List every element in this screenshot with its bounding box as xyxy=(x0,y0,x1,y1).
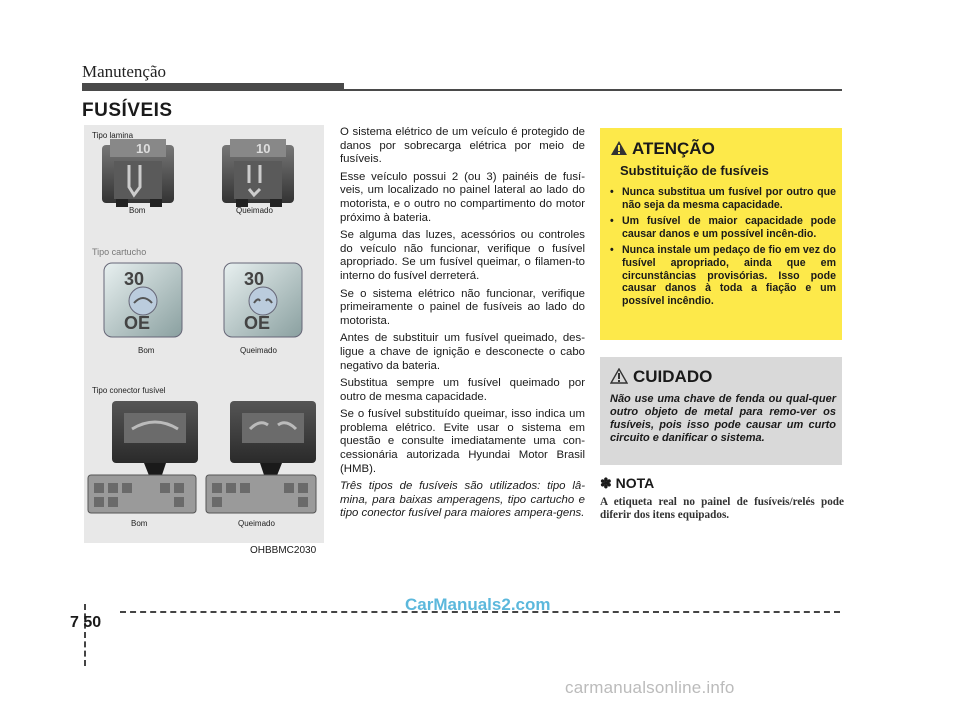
watermark-text: carmanualsonline.info xyxy=(565,678,735,697)
label-cartridge-burnt: Queimado xyxy=(240,346,277,355)
label-cartridge-good: Bom xyxy=(138,346,155,355)
connector-fuse-burnt xyxy=(206,401,316,513)
cartridge-fuse-burnt xyxy=(224,263,302,337)
blade-fuse-good xyxy=(102,139,174,207)
warning-item xyxy=(610,186,836,211)
warning-list xyxy=(610,186,836,311)
note-title: ✽ NOTA xyxy=(600,475,655,491)
note-text: A etiqueta real no painel de fusíveis/relés pode diferir dos itens equipados. xyxy=(600,496,844,521)
warning-title: ATENÇÃO xyxy=(632,139,715,158)
page-heading: FUSÍVEIS xyxy=(82,100,173,121)
caution-text: Não use uma chave de fenda ou qual-quer outro objeto de metal para remo-ver os fusíveis, pois isso pode causar um curto circuito e danificar o sistema. xyxy=(610,393,836,444)
label-connector-burnt: Queimado xyxy=(238,519,275,528)
warning-icon xyxy=(610,140,628,156)
section-title: Manutenção xyxy=(82,62,167,81)
caution-icon xyxy=(610,368,628,384)
warning-item-text: Nunca instale um pedaço de fio em vez do fusível apropriado, ainda que em circunstâncias provisórias. Isso pode causar danos à toda a fiação e um possível incêndio. xyxy=(622,244,836,307)
caution-title: CUIDADO xyxy=(633,367,713,386)
svg-text:OE: OE xyxy=(124,313,151,333)
cartridge-fuse-number: 30 xyxy=(124,269,145,289)
fuse-figure xyxy=(84,125,324,543)
body-paragraph: Antes de substituir um fusível queimado, des-ligue a chave de ignição e desconecte o cabo negativo da bateria. xyxy=(340,332,585,372)
bullet: • xyxy=(610,186,614,198)
cartridge-fuse-number: 30 xyxy=(244,269,265,289)
svg-text:OE: OE xyxy=(244,313,271,333)
header-rule-thick xyxy=(82,83,344,91)
body-paragraph-italic: Três tipos de fusíveis são utilizados: tipo lâ-mina, para baixas amperagens, tipo cartucho e tipo conector fusível para maiores ampera-gens. xyxy=(340,480,585,520)
bullet: • xyxy=(610,244,614,257)
label-connector-good: Bom xyxy=(131,519,148,528)
label-connector-type: Tipo conector fusível xyxy=(92,386,166,395)
body-paragraph: Se o fusível substituído queimar, isso indica um problema elétrico. Evite usar o sistema em questão e consulte imediatamente uma con-cessionária autorizada Hyundai Motor Brasil (HMB). xyxy=(340,408,585,475)
warning-subtitle: Substituição de fusíveis xyxy=(620,163,769,178)
connector-fuse-good xyxy=(88,401,198,513)
blade-fuse-number: 10 xyxy=(136,141,151,156)
cartridge-fuse-good xyxy=(104,263,182,337)
body-paragraph: Substitua sempre um fusível queimado por outro de mesma capacidade. xyxy=(340,377,585,403)
warning-item xyxy=(610,244,836,307)
fuse-illustration xyxy=(84,125,324,543)
bullet: • xyxy=(610,215,614,228)
label-blade-burnt: Queimado xyxy=(236,206,273,215)
body-paragraph: O sistema elétrico de um veículo é protegido de danos por sobrecarga elétrica por meio de fusíveis. xyxy=(340,126,585,166)
body-paragraph: Esse veículo possui 2 (ou 3) painéis de fusí-veis, um localizado no painel lateral ao lado do motorista, e o outro no compartimento do motor próximo à bateria. xyxy=(340,170,585,224)
warning-item xyxy=(610,215,836,240)
body-paragraph: Se o sistema elétrico não funcionar, verifique primeiramente o painel de fusíveis ao lado do motorista. xyxy=(340,287,585,327)
body-paragraph: Se alguma das luzes, acessórios ou controles do veículo não funcionar, verifique o fusível apropriado. Se um fusível queimar, o filamen-to interno do fusível derreterá. xyxy=(340,229,585,282)
page-number: 7 50 xyxy=(70,614,102,631)
blade-fuse-burnt xyxy=(222,139,294,207)
label-blade-type: Tipo lamina xyxy=(92,131,134,140)
header-rule-thin xyxy=(344,89,842,91)
figure-code: OHBBMC2030 xyxy=(250,545,317,556)
warning-item-text: Nunca substitua um fusível por outro que não seja da mesma capacidade. xyxy=(622,186,836,211)
label-blade-good: Bom xyxy=(129,206,146,215)
warning-item-text: Um fusível de maior capacidade pode causar danos e um possível incên-dio. xyxy=(622,215,836,240)
label-cartridge-type: Tipo cartucho xyxy=(92,247,147,257)
body-text xyxy=(340,126,585,525)
blade-fuse-number: 10 xyxy=(256,141,271,156)
watermark-link[interactable]: CarManuals2.com xyxy=(405,595,551,614)
